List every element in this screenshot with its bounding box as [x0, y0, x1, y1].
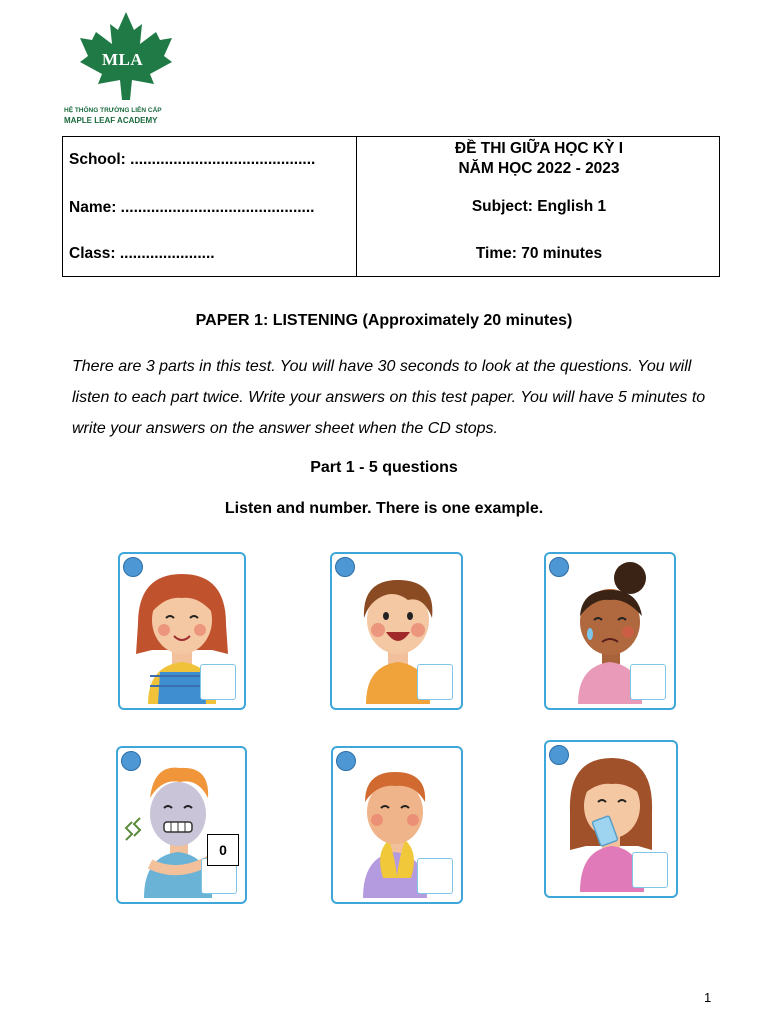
picture-card-happy-boy [330, 552, 463, 710]
answer-box[interactable] [417, 858, 453, 894]
answer-box[interactable] [417, 664, 453, 700]
header-table [62, 136, 720, 277]
subject: Subject: English 1 [471, 198, 607, 215]
page-number: 1 [704, 990, 712, 1005]
part-title: Part 1 - 5 questions [310, 459, 458, 476]
name-field[interactable]: Name: ............................................. [69, 199, 315, 216]
school-field[interactable]: School: ........................................... [69, 151, 316, 168]
number-circle [336, 751, 356, 771]
picture-card-cold-boy [116, 746, 247, 904]
logo-line-2: MAPLE LEAF ACADEMY [64, 116, 158, 125]
instruction: Listen and number. There is one example. [224, 500, 544, 517]
picture-card-happy-girl [118, 552, 246, 710]
number-circle [549, 557, 569, 577]
answer-box[interactable] [632, 852, 668, 888]
number-circle [335, 557, 355, 577]
logo-abbr: MLA [102, 50, 144, 69]
picture-card-girl-drinking [544, 740, 678, 898]
class-field[interactable]: Class: ...................... [69, 245, 215, 262]
answer-box[interactable] [630, 664, 666, 700]
logo-line-1: HỆ THỐNG TRƯỜNG LIÊN CẤP [64, 107, 162, 114]
number-circle [549, 745, 569, 765]
number-circle [123, 557, 143, 577]
answer-box[interactable] [200, 664, 236, 700]
paper-title: PAPER 1: LISTENING (Approximately 20 minutes) [195, 312, 573, 329]
example-answer-box: 0 [207, 834, 239, 866]
school-year: NĂM HỌC 2022 - 2023 [458, 160, 620, 177]
number-circle [121, 751, 141, 771]
exam-time: Time: 70 minutes [475, 245, 603, 262]
exam-title: ĐỀ THI GIỮA HỌC KỲ I [454, 140, 624, 157]
intro-text: There are 3 parts in this test. You will have 30 seconds to look at the questions. You will listen to each part twice. Write your answers on this test paper. You will have 5 minutes to write your answers on the answer sheet when the CD stops. [72, 358, 706, 437]
picture-card-crying-girl [544, 552, 676, 710]
picture-card-boy-eating-banana [331, 746, 463, 904]
school-logo [62, 10, 192, 125]
